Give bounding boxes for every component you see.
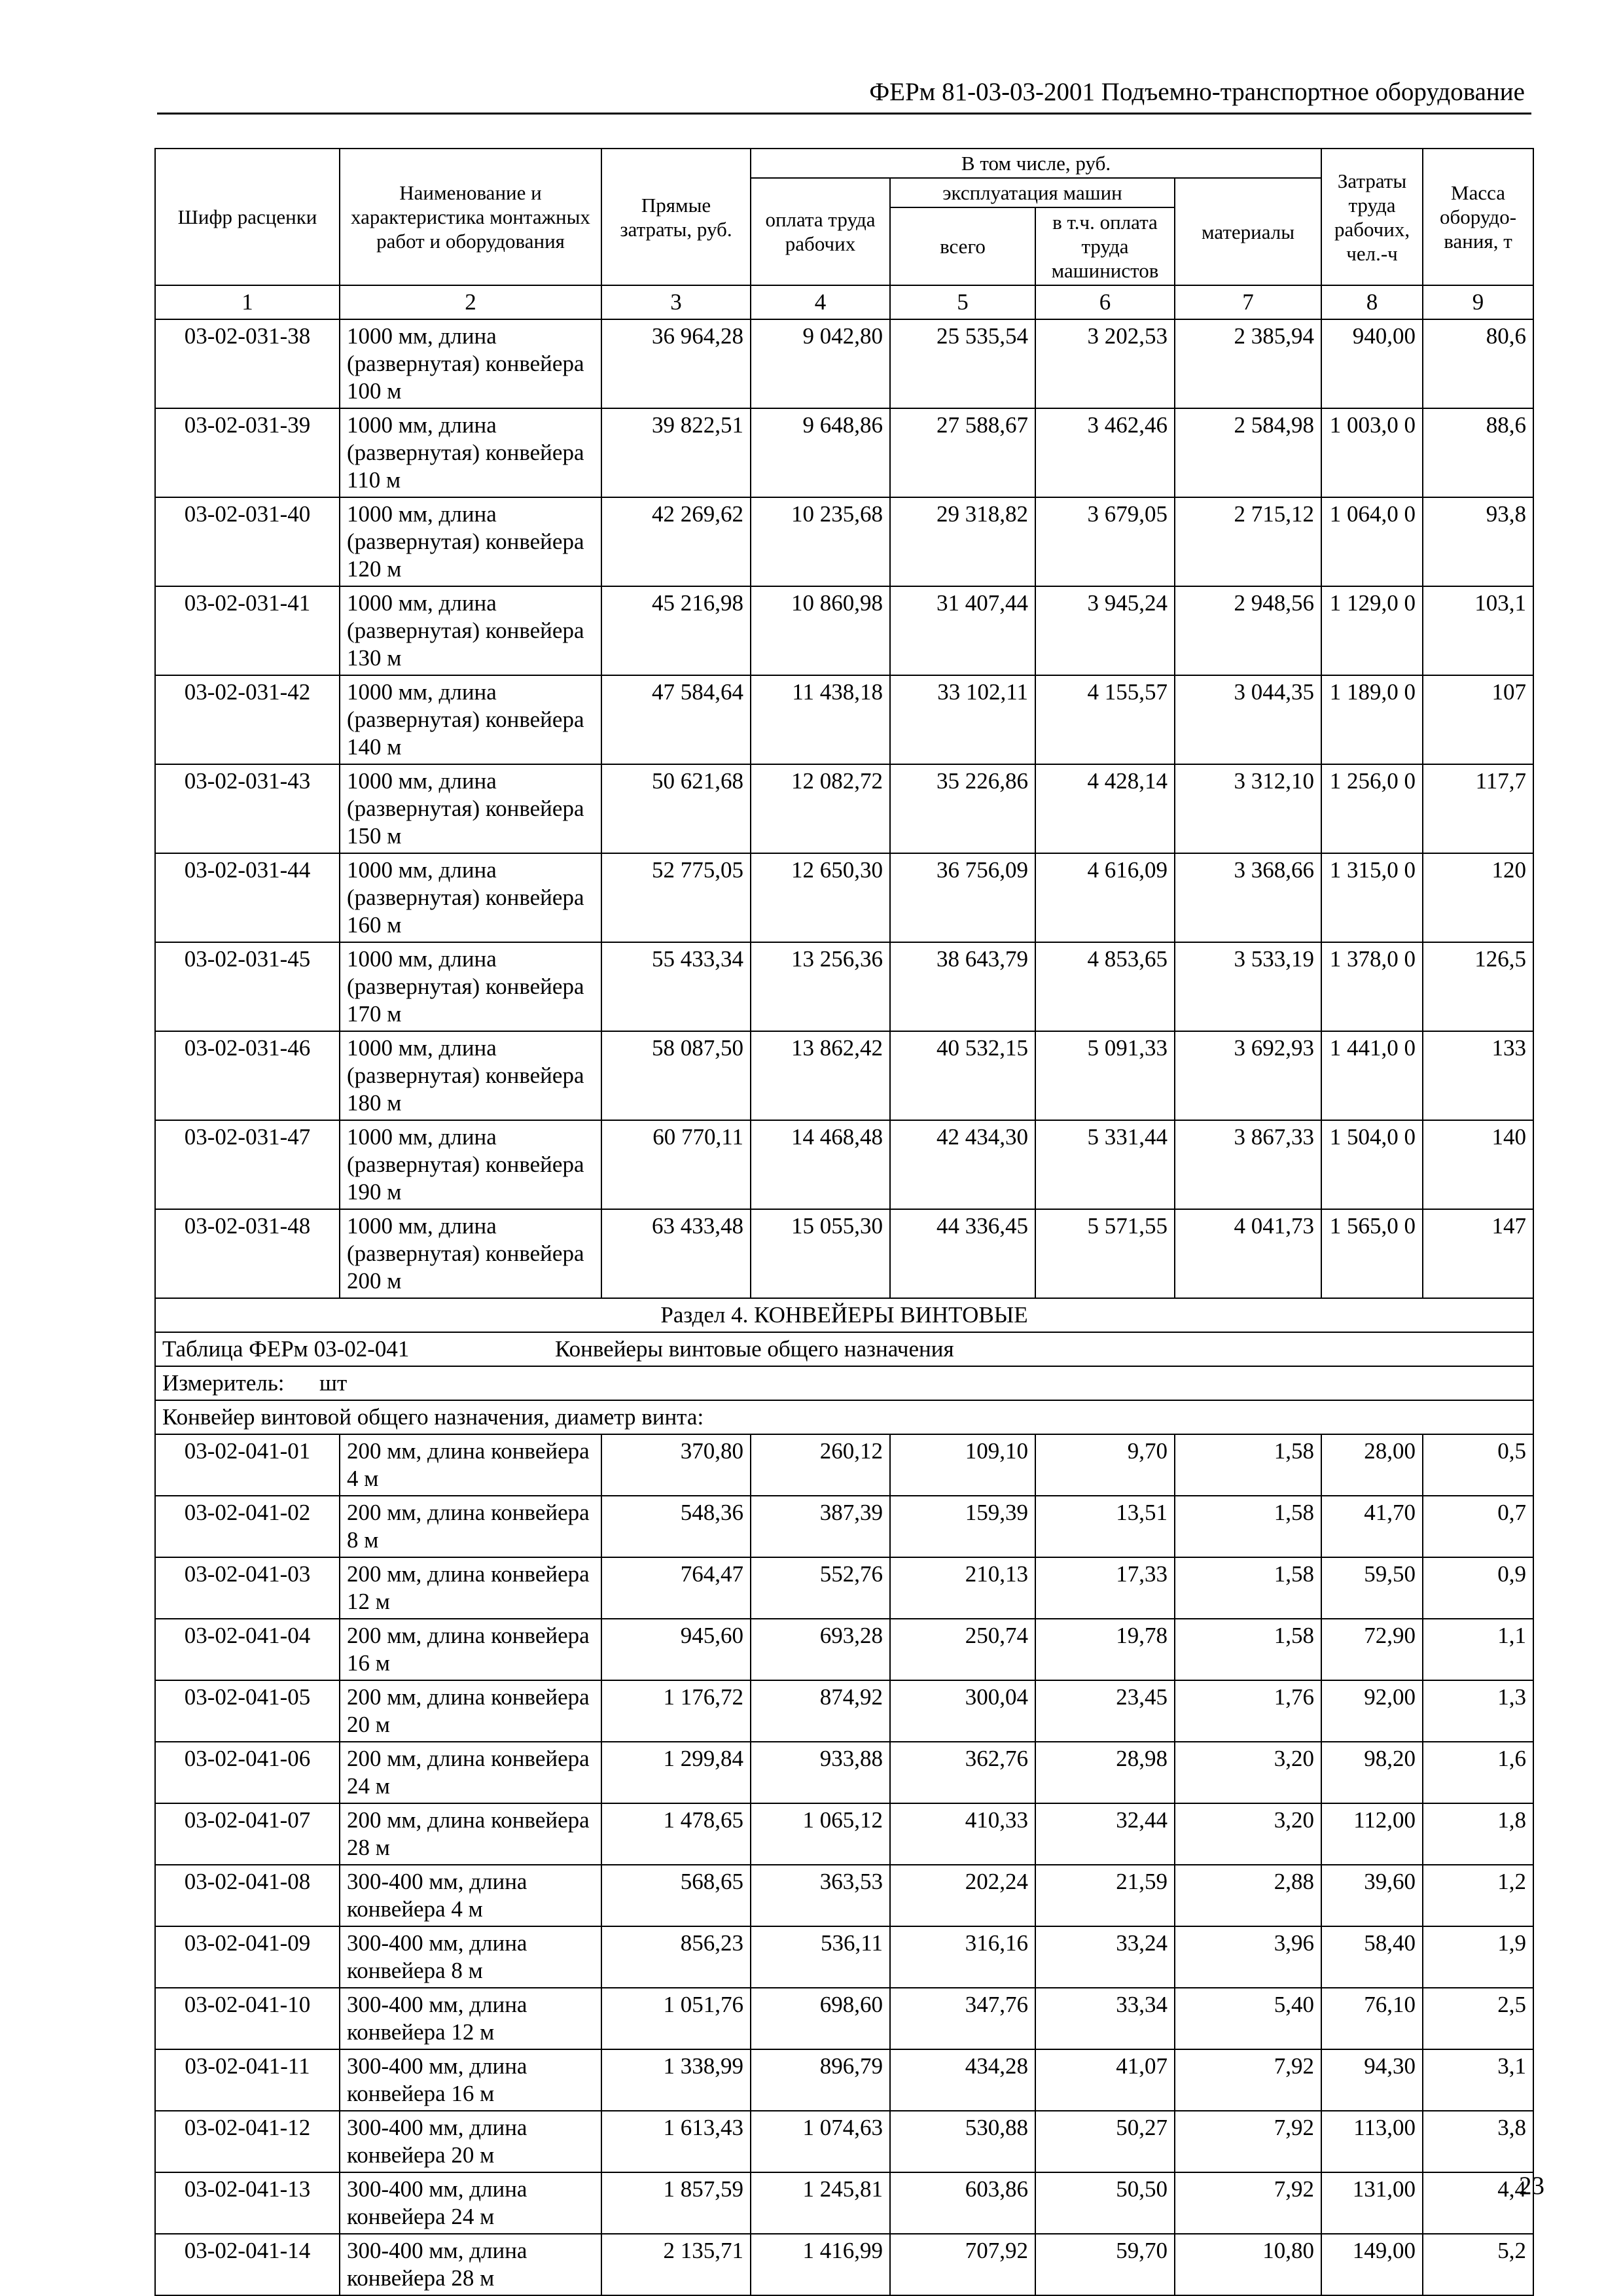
equipment-mass-cell: 93,8 [1423,497,1533,586]
equipment-mass-cell: 1,6 [1423,1742,1533,1803]
work-name-cell: 200 мм, длина конвейера 24 м [340,1742,601,1803]
materials-cell: 7,92 [1175,2172,1321,2234]
column-number: 2 [340,285,601,319]
machinists-wages-cell: 4 853,65 [1035,942,1175,1031]
materials-cell: 1,76 [1175,1680,1321,1742]
table-row [155,1120,1533,1209]
machinists-wages-cell: 3 945,24 [1035,586,1175,675]
materials-cell: 2 715,12 [1175,497,1321,586]
machines-total-cell: 603,86 [890,2172,1035,2234]
workers-wages-cell: 536,11 [751,1926,890,1988]
column-number: 6 [1035,285,1175,319]
workers-wages-cell: 9 648,86 [751,408,890,497]
machines-total-cell: 42 434,30 [890,1120,1035,1209]
table-row [155,408,1533,497]
work-name-cell: 1000 мм, длина (развернутая) конвейера 110 м [340,408,601,497]
equipment-mass-cell: 88,6 [1423,408,1533,497]
column-number-row [155,285,1533,319]
workers-wages-cell: 693,28 [751,1619,890,1680]
work-name-cell: 200 мм, длина конвейера 20 м [340,1680,601,1742]
header-machines-wages: в т.ч. оплата труда машинистов [1035,207,1175,285]
rate-code-cell: 03-02-031-39 [155,408,340,497]
labor-hours-cell: 1 378,0 0 [1321,942,1423,1031]
machinists-wages-cell: 9,70 [1035,1434,1175,1496]
rate-code-cell: 03-02-031-45 [155,942,340,1031]
price-table [154,148,1534,2296]
document-title: ФЕРм 81-03-03-2001 Подъемно-транспортное оборудование [869,78,1525,106]
work-name-cell: 300-400 мм, длина конвейера 12 м [340,1988,601,2049]
work-name-cell: 1000 мм, длина (развернутая) конвейера 120 м [340,497,601,586]
labor-hours-cell: 1 565,0 0 [1321,1209,1423,1298]
rate-code-cell: 03-02-031-38 [155,319,340,408]
labor-hours-cell: 112,00 [1321,1803,1423,1865]
machines-total-cell: 707,92 [890,2234,1035,2295]
workers-wages-cell: 387,39 [751,1496,890,1557]
materials-cell: 2,88 [1175,1865,1321,1926]
equipment-mass-cell: 120 [1423,853,1533,942]
labor-hours-cell: 131,00 [1321,2172,1423,2234]
machines-total-cell: 38 643,79 [890,942,1035,1031]
work-name-cell: 200 мм, длина конвейера 12 м [340,1557,601,1619]
machines-total-cell: 33 102,11 [890,675,1035,764]
workers-wages-cell: 1 074,63 [751,2111,890,2172]
meter-unit: шт [319,1370,348,1396]
direct-costs-cell: 1 176,72 [601,1680,751,1742]
machinists-wages-cell: 19,78 [1035,1619,1175,1680]
page-number: 23 [1519,2172,1544,2200]
machines-total-cell: 36 756,09 [890,853,1035,942]
table-row [155,1209,1533,1298]
direct-costs-cell: 39 822,51 [601,408,751,497]
machines-total-cell: 300,04 [890,1680,1035,1742]
work-name-cell: 1000 мм, длина (развернутая) конвейера 150 м [340,764,601,853]
direct-costs-cell: 58 087,50 [601,1031,751,1120]
work-name-cell: 1000 мм, длина (развернутая) конвейера 200 м [340,1209,601,1298]
equipment-mass-cell: 5,2 [1423,2234,1533,2295]
machines-total-cell: 250,74 [890,1619,1035,1680]
table-title: Конвейеры винтовые общего назначения [555,1336,954,1362]
machinists-wages-cell: 3 679,05 [1035,497,1175,586]
materials-cell: 3 312,10 [1175,764,1321,853]
direct-costs-cell: 856,23 [601,1926,751,1988]
table-label: Таблица ФЕРм 03-02-041 [162,1336,410,1362]
machines-total-cell: 40 532,15 [890,1031,1035,1120]
column-number: 7 [1175,285,1321,319]
section-4 [155,1298,1533,1434]
labor-hours-cell: 113,00 [1321,2111,1423,2172]
workers-wages-cell: 552,76 [751,1557,890,1619]
header-direct-costs: Прямые затраты, руб. [601,149,751,285]
labor-hours-cell: 92,00 [1321,1680,1423,1742]
meter-label: Измеритель: [162,1370,285,1396]
workers-wages-cell: 11 438,18 [751,675,890,764]
machinists-wages-cell: 5 091,33 [1035,1031,1175,1120]
equipment-mass-cell: 147 [1423,1209,1533,1298]
table-row [155,1557,1533,1619]
equipment-mass-cell: 2,5 [1423,1988,1533,2049]
materials-cell: 2 584,98 [1175,408,1321,497]
direct-costs-cell: 36 964,28 [601,319,751,408]
machinists-wages-cell: 23,45 [1035,1680,1175,1742]
direct-costs-cell: 42 269,62 [601,497,751,586]
page-header [157,73,1531,115]
rows-031 [155,319,1533,1298]
table-row [155,1434,1533,1496]
rate-code-cell: 03-02-031-47 [155,1120,340,1209]
materials-cell: 7,92 [1175,2111,1321,2172]
table-row [155,853,1533,942]
labor-hours-cell: 1 315,0 0 [1321,853,1423,942]
work-name-cell: 1000 мм, длина (развернутая) конвейера 100 м [340,319,601,408]
materials-cell: 1,58 [1175,1557,1321,1619]
work-name-cell: 300-400 мм, длина конвейера 4 м [340,1865,601,1926]
workers-wages-cell: 698,60 [751,1988,890,2049]
work-name-cell: 200 мм, длина конвейера 16 м [340,1619,601,1680]
workers-wages-cell: 10 235,68 [751,497,890,586]
table-row [155,1926,1533,1988]
workers-wages-cell: 12 650,30 [751,853,890,942]
direct-costs-cell: 1 051,76 [601,1988,751,2049]
rate-code-cell: 03-02-041-05 [155,1680,340,1742]
work-name-cell: 300-400 мм, длина конвейера 8 м [340,1926,601,1988]
direct-costs-cell: 60 770,11 [601,1120,751,1209]
direct-costs-cell: 1 338,99 [601,2049,751,2111]
section-title: Раздел 4. КОНВЕЙЕРЫ ВИНТОВЫЕ [155,1298,1533,1332]
work-name-cell: 300-400 мм, длина конвейера 16 м [340,2049,601,2111]
machinists-wages-cell: 33,34 [1035,1988,1175,2049]
machines-total-cell: 29 318,82 [890,497,1035,586]
labor-hours-cell: 28,00 [1321,1434,1423,1496]
labor-hours-cell: 41,70 [1321,1496,1423,1557]
materials-cell: 1,58 [1175,1619,1321,1680]
workers-wages-cell: 363,53 [751,1865,890,1926]
rate-code-cell: 03-02-041-08 [155,1865,340,1926]
machinists-wages-cell: 21,59 [1035,1865,1175,1926]
workers-wages-cell: 9 042,80 [751,319,890,408]
materials-cell: 1,58 [1175,1434,1321,1496]
subheading: Конвейер винтовой общего назначения, диаметр винта: [155,1400,1533,1434]
machines-total-cell: 159,39 [890,1496,1035,1557]
equipment-mass-cell: 107 [1423,675,1533,764]
equipment-mass-cell: 1,2 [1423,1865,1533,1926]
table-row [155,764,1533,853]
rate-code-cell: 03-02-031-41 [155,586,340,675]
equipment-mass-cell: 1,1 [1423,1619,1533,1680]
direct-costs-cell: 1 478,65 [601,1803,751,1865]
labor-hours-cell: 1 256,0 0 [1321,764,1423,853]
header-machines-total: всего [890,207,1035,285]
equipment-mass-cell: 1,3 [1423,1680,1533,1742]
machines-total-cell: 25 535,54 [890,319,1035,408]
rate-code-cell: 03-02-041-07 [155,1803,340,1865]
rate-code-cell: 03-02-041-14 [155,2234,340,2295]
machines-total-cell: 434,28 [890,2049,1035,2111]
table-row [155,942,1533,1031]
workers-wages-cell: 1 065,12 [751,1803,890,1865]
machinists-wages-cell: 17,33 [1035,1557,1175,1619]
labor-hours-cell: 59,50 [1321,1557,1423,1619]
work-name-cell: 300-400 мм, длина конвейера 28 м [340,2234,601,2295]
table-row [155,1496,1533,1557]
materials-cell: 3 692,93 [1175,1031,1321,1120]
materials-cell: 3 368,66 [1175,853,1321,942]
machines-total-cell: 44 336,45 [890,1209,1035,1298]
labor-hours-cell: 76,10 [1321,1988,1423,2049]
equipment-mass-cell: 126,5 [1423,942,1533,1031]
header-including: В том числе, руб. [751,149,1321,178]
equipment-mass-cell: 0,7 [1423,1496,1533,1557]
materials-cell: 10,80 [1175,2234,1321,2295]
table-row [155,2234,1533,2295]
rate-code-cell: 03-02-041-02 [155,1496,340,1557]
machines-total-cell: 31 407,44 [890,586,1035,675]
materials-cell: 3 867,33 [1175,1120,1321,1209]
rate-code-cell: 03-02-041-04 [155,1619,340,1680]
machines-total-cell: 202,24 [890,1865,1035,1926]
column-number: 8 [1321,285,1423,319]
workers-wages-cell: 15 055,30 [751,1209,890,1298]
workers-wages-cell: 12 082,72 [751,764,890,853]
machines-total-cell: 35 226,86 [890,764,1035,853]
table-row [155,319,1533,408]
machinists-wages-cell: 41,07 [1035,2049,1175,2111]
table-row [155,675,1533,764]
work-name-cell: 1000 мм, длина (развернутая) конвейера 130 м [340,586,601,675]
labor-hours-cell: 1 129,0 0 [1321,586,1423,675]
materials-cell: 1,58 [1175,1496,1321,1557]
machines-total-cell: 347,76 [890,1988,1035,2049]
machines-total-cell: 109,10 [890,1434,1035,1496]
rate-code-cell: 03-02-031-44 [155,853,340,942]
labor-hours-cell: 1 504,0 0 [1321,1120,1423,1209]
labor-hours-cell: 39,60 [1321,1865,1423,1926]
machinists-wages-cell: 13,51 [1035,1496,1175,1557]
machinists-wages-cell: 3 462,46 [1035,408,1175,497]
machinists-wages-cell: 50,50 [1035,2172,1175,2234]
rate-code-cell: 03-02-031-48 [155,1209,340,1298]
rate-code-cell: 03-02-041-11 [155,2049,340,2111]
direct-costs-cell: 47 584,64 [601,675,751,764]
table-row [155,2111,1533,2172]
materials-cell: 3 533,19 [1175,942,1321,1031]
table-row [155,1803,1533,1865]
direct-costs-cell: 1 299,84 [601,1742,751,1803]
table-row [155,1865,1533,1926]
materials-cell: 3,20 [1175,1803,1321,1865]
equipment-mass-cell: 1,9 [1423,1926,1533,1988]
rate-code-cell: 03-02-041-10 [155,1988,340,2049]
machines-total-cell: 27 588,67 [890,408,1035,497]
equipment-mass-cell: 3,8 [1423,2111,1533,2172]
direct-costs-cell: 1 857,59 [601,2172,751,2234]
work-name-cell: 200 мм, длина конвейера 4 м [340,1434,601,1496]
workers-wages-cell: 13 862,42 [751,1031,890,1120]
equipment-mass-cell: 140 [1423,1120,1533,1209]
column-number: 5 [890,285,1035,319]
work-name-cell: 1000 мм, длина (развернутая) конвейера 180 м [340,1031,601,1120]
workers-wages-cell: 10 860,98 [751,586,890,675]
table-row [155,1742,1533,1803]
workers-wages-cell: 1 416,99 [751,2234,890,2295]
labor-hours-cell: 94,30 [1321,2049,1423,2111]
header-labor: Затраты труда рабочих, чел.-ч [1321,149,1423,285]
rows-041 [155,1434,1533,2295]
materials-cell: 3 044,35 [1175,675,1321,764]
workers-wages-cell: 1 245,81 [751,2172,890,2234]
direct-costs-cell: 63 433,48 [601,1209,751,1298]
rate-code-cell: 03-02-041-01 [155,1434,340,1496]
direct-costs-cell: 55 433,34 [601,942,751,1031]
machines-total-cell: 210,13 [890,1557,1035,1619]
work-name-cell: 1000 мм, длина (развернутая) конвейера 170 м [340,942,601,1031]
table-heading [155,1332,1533,1366]
table-row [155,1988,1533,2049]
workers-wages-cell: 874,92 [751,1680,890,1742]
labor-hours-cell: 940,00 [1321,319,1423,408]
machinists-wages-cell: 4 155,57 [1035,675,1175,764]
machines-total-cell: 316,16 [890,1926,1035,1988]
work-name-cell: 1000 мм, длина (развернутая) конвейера 160 м [340,853,601,942]
equipment-mass-cell: 3,1 [1423,2049,1533,2111]
rate-code-cell: 03-02-031-40 [155,497,340,586]
workers-wages-cell: 896,79 [751,2049,890,2111]
materials-cell: 2 385,94 [1175,319,1321,408]
header-wages: оплата труда рабочих [751,178,890,285]
header-code: Шифр расценки [155,149,340,285]
table-row [155,2172,1533,2234]
direct-costs-cell: 370,80 [601,1434,751,1496]
direct-costs-cell: 45 216,98 [601,586,751,675]
machinists-wages-cell: 59,70 [1035,2234,1175,2295]
labor-hours-cell: 58,40 [1321,1926,1423,1988]
rate-code-cell: 03-02-031-42 [155,675,340,764]
rate-code-cell: 03-02-031-46 [155,1031,340,1120]
table-row [155,1619,1533,1680]
header-materials: материалы [1175,178,1321,285]
table-row [155,2049,1533,2111]
direct-costs-cell: 945,60 [601,1619,751,1680]
labor-hours-cell: 1 189,0 0 [1321,675,1423,764]
workers-wages-cell: 13 256,36 [751,942,890,1031]
labor-hours-cell: 72,90 [1321,1619,1423,1680]
machinists-wages-cell: 33,24 [1035,1926,1175,1988]
equipment-mass-cell: 133 [1423,1031,1533,1120]
equipment-mass-cell: 103,1 [1423,586,1533,675]
materials-cell: 3,96 [1175,1926,1321,1988]
machinists-wages-cell: 28,98 [1035,1742,1175,1803]
equipment-mass-cell: 4,4 [1423,2172,1533,2234]
machines-total-cell: 362,76 [890,1742,1035,1803]
direct-costs-cell: 764,47 [601,1557,751,1619]
workers-wages-cell: 14 468,48 [751,1120,890,1209]
header-mass: Масса оборудо-вания, т [1423,149,1533,285]
direct-costs-cell: 1 613,43 [601,2111,751,2172]
rate-code-cell: 03-02-041-06 [155,1742,340,1803]
labor-hours-cell: 98,20 [1321,1742,1423,1803]
materials-cell: 4 041,73 [1175,1209,1321,1298]
column-number: 3 [601,285,751,319]
labor-hours-cell: 1 441,0 0 [1321,1031,1423,1120]
machinists-wages-cell: 32,44 [1035,1803,1175,1865]
direct-costs-cell: 568,65 [601,1865,751,1926]
equipment-mass-cell: 1,8 [1423,1803,1533,1865]
machinists-wages-cell: 5 331,44 [1035,1120,1175,1209]
equipment-mass-cell: 0,9 [1423,1557,1533,1619]
column-number: 9 [1423,285,1533,319]
header-name: Наименование и характеристика монтажных работ и оборудования [340,149,601,285]
table-row [155,1031,1533,1120]
rate-code-cell: 03-02-041-09 [155,1926,340,1988]
labor-hours-cell: 1 003,0 0 [1321,408,1423,497]
materials-cell: 3,20 [1175,1742,1321,1803]
table-row [155,586,1533,675]
materials-cell: 5,40 [1175,1988,1321,2049]
direct-costs-cell: 52 775,05 [601,853,751,942]
labor-hours-cell: 1 064,0 0 [1321,497,1423,586]
machinists-wages-cell: 4 428,14 [1035,764,1175,853]
table-row [155,497,1533,586]
direct-costs-cell: 2 135,71 [601,2234,751,2295]
meter-row [155,1366,1533,1400]
column-number: 4 [751,285,890,319]
work-name-cell: 1000 мм, длина (развернутая) конвейера 190 м [340,1120,601,1209]
work-name-cell: 1000 мм, длина (развернутая) конвейера 140 м [340,675,601,764]
work-name-cell: 200 мм, длина конвейера 8 м [340,1496,601,1557]
work-name-cell: 200 мм, длина конвейера 28 м [340,1803,601,1865]
materials-cell: 7,92 [1175,2049,1321,2111]
machinists-wages-cell: 3 202,53 [1035,319,1175,408]
direct-costs-cell: 50 621,68 [601,764,751,853]
equipment-mass-cell: 0,5 [1423,1434,1533,1496]
materials-cell: 2 948,56 [1175,586,1321,675]
direct-costs-cell: 548,36 [601,1496,751,1557]
rate-code-cell: 03-02-041-03 [155,1557,340,1619]
machines-total-cell: 410,33 [890,1803,1035,1865]
labor-hours-cell: 149,00 [1321,2234,1423,2295]
rate-code-cell: 03-02-031-43 [155,764,340,853]
machinists-wages-cell: 50,27 [1035,2111,1175,2172]
machinists-wages-cell: 4 616,09 [1035,853,1175,942]
table-row [155,1680,1533,1742]
header-machines: эксплуатация машин [890,178,1175,207]
equipment-mass-cell: 117,7 [1423,764,1533,853]
workers-wages-cell: 933,88 [751,1742,890,1803]
work-name-cell: 300-400 мм, длина конвейера 24 м [340,2172,601,2234]
workers-wages-cell: 260,12 [751,1434,890,1496]
machines-total-cell: 530,88 [890,2111,1035,2172]
column-number: 1 [155,285,340,319]
work-name-cell: 300-400 мм, длина конвейера 20 м [340,2111,601,2172]
machinists-wages-cell: 5 571,55 [1035,1209,1175,1298]
rate-code-cell: 03-02-041-13 [155,2172,340,2234]
equipment-mass-cell: 80,6 [1423,319,1533,408]
rate-code-cell: 03-02-041-12 [155,2111,340,2172]
